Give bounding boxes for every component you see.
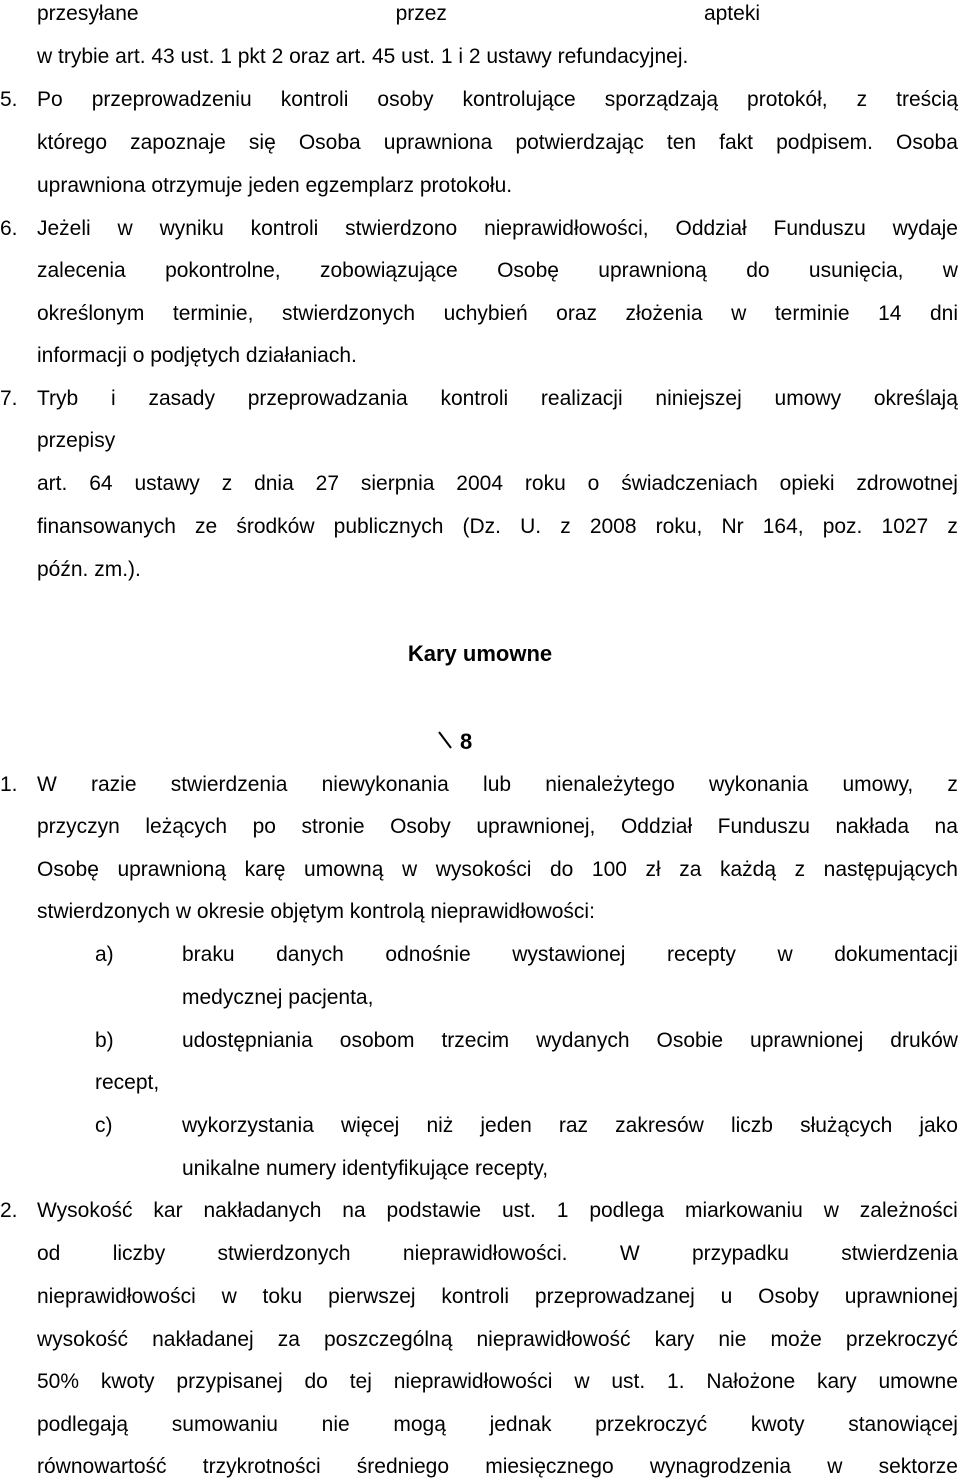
word: stanowiącej: [848, 1413, 958, 1436]
word: kary: [654, 1328, 695, 1351]
word: 100: [591, 858, 627, 881]
item-7-line-3: [37, 470, 958, 498]
par-2-line-4: [37, 1326, 958, 1354]
word: zakresów: [615, 1114, 704, 1137]
word: umowy,: [842, 773, 914, 796]
word: usunięcia,: [808, 259, 904, 282]
word: udostępniania: [182, 1029, 313, 1052]
justified-line: [37, 813, 958, 841]
word: na: [934, 815, 958, 838]
word: 14: [878, 302, 902, 325]
word: u: [720, 1285, 733, 1308]
justified-line: [37, 1453, 958, 1481]
justified-line: [182, 1112, 958, 1140]
justified-line: [37, 470, 958, 498]
item-5-line-1: [37, 86, 958, 114]
word: wydaje: [892, 217, 958, 240]
word: umowne: [878, 1370, 958, 1393]
word: zobowiązujące: [319, 259, 458, 282]
word: poszczególną: [324, 1328, 453, 1351]
par-1-line-1: [37, 771, 958, 799]
word: protokół,: [747, 88, 828, 111]
top-line-1: [37, 0, 760, 28]
word: zalecenia: [37, 259, 126, 282]
word: kwoty: [100, 1370, 155, 1393]
word: sierpnia: [360, 472, 435, 495]
word: 27: [315, 472, 339, 495]
sub-c-label: c): [95, 1114, 113, 1137]
sub-a-line-2: medycznej pacjenta,: [182, 986, 374, 1009]
word: oraz: [556, 302, 598, 325]
word: pierwszej: [328, 1285, 416, 1308]
word: którego: [37, 131, 108, 154]
word: nieprawidłowości: [393, 1370, 553, 1393]
word: środków: [236, 515, 315, 538]
sub-b-line-2: recept,: [95, 1071, 160, 1094]
justified-line: [182, 941, 958, 969]
word: stwierdzonych: [217, 1242, 351, 1265]
word: terminie: [774, 302, 850, 325]
word: terminie,: [172, 302, 254, 325]
word: przekroczyć: [845, 1328, 958, 1351]
word: pokontrolne,: [165, 259, 281, 282]
word: razie: [91, 773, 137, 796]
word: dnia: [254, 472, 294, 495]
word: art.: [37, 472, 68, 495]
word: Tryb: [37, 387, 79, 410]
item-7-line-4: [37, 513, 958, 541]
word: wystawionej: [512, 943, 626, 966]
item-6-line-1: [37, 215, 958, 243]
word: wyniku: [159, 217, 224, 240]
word: w: [221, 1285, 237, 1308]
word: sumowaniu: [171, 1413, 278, 1436]
justified-line: [37, 1197, 958, 1225]
word: 164,: [762, 515, 804, 538]
word: zapoznaje: [130, 131, 226, 154]
justified-line: [37, 215, 958, 243]
justified-line: [182, 1027, 958, 1055]
word: nie: [321, 1413, 350, 1436]
word: więcej: [340, 1114, 400, 1137]
justified-line: [37, 86, 958, 114]
word: W: [37, 773, 57, 796]
word: sporządzają: [604, 88, 718, 111]
par-1-line-2: [37, 813, 958, 841]
word: służących: [800, 1114, 893, 1137]
word: Oddział: [675, 217, 747, 240]
justified-line: [37, 257, 958, 285]
section-number: 8: [460, 729, 473, 754]
word: o: [587, 472, 600, 495]
justified-line: [37, 1368, 958, 1396]
sub-b-line-1: [182, 1027, 958, 1055]
word: wysokość: [37, 1328, 129, 1351]
word: Jeżeli: [37, 217, 91, 240]
word: kontroli: [280, 88, 349, 111]
word: jeden: [480, 1114, 532, 1137]
word: braku: [182, 943, 235, 966]
word: opieki: [779, 472, 835, 495]
word: przeprowadzanej: [534, 1285, 695, 1308]
word: stwierdzenia: [170, 773, 288, 796]
word: w: [574, 1370, 590, 1393]
word: kontroli: [250, 217, 319, 240]
word: każdą: [719, 858, 777, 881]
word: U.: [520, 515, 542, 538]
word: uchybień: [443, 302, 528, 325]
word: podlegają: [37, 1413, 129, 1436]
word: uprawnioną: [598, 259, 707, 282]
item-7-number: 7.: [0, 387, 18, 410]
word: stwierdzono: [345, 217, 458, 240]
word: wydanych: [536, 1029, 630, 1052]
word: W: [619, 1242, 640, 1265]
word: umowną: [304, 858, 384, 881]
word: osoby: [377, 88, 434, 111]
item-5-line-2: [37, 129, 958, 157]
sub-c-line-1: [182, 1112, 958, 1140]
word: lub: [483, 773, 512, 796]
word: tej: [349, 1370, 372, 1393]
word: nienależytego: [545, 773, 675, 796]
item-6-line-4: informacji o podjętych działaniach.: [37, 344, 357, 367]
word: nakładanych: [203, 1199, 322, 1222]
justified-line: [37, 1411, 958, 1439]
section-heading: Kary umowne: [407, 641, 553, 666]
par-1-line-3: [37, 856, 958, 884]
word: może: [770, 1328, 822, 1351]
item-5-line-3: uprawniona otrzymuje jeden egzemplarz protokołu.: [37, 174, 513, 197]
word: 2004: [456, 472, 504, 495]
word: nieprawidłowości.: [402, 1242, 568, 1265]
word: wysokości: [435, 858, 532, 881]
item-7-line-1: [37, 385, 958, 413]
word: publicznych: [333, 515, 444, 538]
word: toku: [262, 1285, 303, 1308]
word: określają: [873, 387, 958, 410]
word: kary: [816, 1370, 857, 1393]
word: uprawniona: [383, 131, 493, 154]
word: leżących: [145, 815, 228, 838]
word: miesięcznego: [485, 1455, 614, 1478]
word: nieprawidłowości: [37, 1285, 196, 1308]
word: nakłada: [835, 815, 909, 838]
word: zasady: [148, 387, 215, 410]
word: stronie: [301, 815, 365, 838]
word: przesyłane: [37, 2, 139, 25]
word: nie: [718, 1328, 747, 1351]
word: dokumentacji: [834, 943, 958, 966]
word: od: [37, 1242, 61, 1265]
word: ze: [195, 515, 218, 538]
word: do: [304, 1370, 328, 1393]
word: do: [746, 259, 770, 282]
word: odnośnie: [385, 943, 471, 966]
word: Osoba: [298, 131, 361, 154]
word: Po: [37, 88, 63, 111]
word: i: [111, 387, 116, 410]
word: roku: [524, 472, 566, 495]
justified-line: [37, 129, 958, 157]
word: apteki: [703, 2, 760, 25]
word: druków: [890, 1029, 958, 1052]
word: roku,: [655, 515, 703, 538]
word: uprawnioną: [117, 858, 227, 881]
word: z: [856, 88, 868, 111]
justified-line: [37, 513, 958, 541]
word: trzykrotności: [202, 1455, 321, 1478]
word: uprawnionej: [844, 1285, 958, 1308]
word: liczby: [112, 1242, 166, 1265]
par-2-line-2: [37, 1240, 958, 1268]
word: się: [248, 131, 276, 154]
word: uprawnionej,: [476, 815, 596, 838]
justified-line: [37, 1326, 958, 1354]
word: podlega: [589, 1199, 665, 1222]
par-2-line-7: [37, 1453, 958, 1481]
word: 1: [556, 1199, 569, 1222]
word: Nr: [721, 515, 744, 538]
word: zależności: [859, 1199, 958, 1222]
word: świadczeniach: [621, 472, 758, 495]
sub-b-label: b): [95, 1029, 114, 1052]
word: stwierdzenia: [841, 1242, 958, 1265]
word: Nałożone: [706, 1370, 796, 1393]
word: Funduszu: [717, 815, 810, 838]
word: jako: [919, 1114, 958, 1137]
word: z: [794, 858, 806, 881]
word: karę: [244, 858, 286, 881]
word: z: [221, 472, 233, 495]
word: mogą: [393, 1413, 446, 1436]
word: ust.: [501, 1199, 536, 1222]
par-2-number: 2.: [0, 1199, 18, 1222]
word: realizacji: [540, 387, 623, 410]
word: przyczyn: [37, 815, 120, 838]
word: Oddział: [620, 815, 693, 838]
par-2-line-5: [37, 1368, 958, 1396]
word: złożenia: [625, 302, 703, 325]
sub-c-line-2: unikalne numery identyfikujące recepty,: [182, 1157, 549, 1180]
word: Osoby: [390, 815, 451, 838]
word: podpisem.: [776, 131, 873, 154]
word: w: [823, 1199, 839, 1222]
word: potwierdzając: [515, 131, 644, 154]
word: liczb: [730, 1114, 773, 1137]
item-7-line-5: późn. zm.).: [37, 558, 141, 581]
word: 50%: [37, 1370, 80, 1393]
word: trzecim: [441, 1029, 510, 1052]
word: wykonania: [709, 773, 809, 796]
word: sektorze: [878, 1455, 958, 1478]
word: fakt: [719, 131, 754, 154]
par-1-line-4: stwierdzonych w okresie objętym kontrolą nieprawidłowości:: [37, 900, 595, 923]
word: średniego: [356, 1455, 450, 1478]
word: przypisanej: [176, 1370, 283, 1393]
word: uprawnionej: [750, 1029, 864, 1052]
word: treścią: [896, 88, 958, 111]
word: raz: [558, 1114, 589, 1137]
word: stwierdzonych: [281, 302, 416, 325]
par-2-line-3: [37, 1283, 958, 1311]
word: kontroli: [441, 1285, 510, 1308]
word: finansowanych: [37, 515, 176, 538]
par-2-line-1: [37, 1197, 958, 1225]
word: przeprowadzeniu: [91, 88, 252, 111]
word: niż: [426, 1114, 454, 1137]
word: z: [560, 515, 571, 538]
word: przeprowadzania: [247, 387, 408, 410]
word: ten: [666, 131, 697, 154]
word: miarkowaniu: [684, 1199, 803, 1222]
word: do: [549, 858, 574, 881]
word: na: [342, 1199, 366, 1222]
word: Funduszu: [773, 217, 866, 240]
word: następujących: [823, 858, 958, 881]
item-7-line-2: przepisy: [37, 429, 116, 452]
word: dni: [929, 302, 958, 325]
word: (Dz.: [462, 515, 501, 538]
word: z: [947, 773, 958, 796]
word: niewykonania: [321, 773, 449, 796]
word: kontrolujące: [462, 88, 576, 111]
word: z: [947, 515, 958, 538]
word: 1.: [667, 1370, 685, 1393]
word: ustawy: [134, 472, 200, 495]
word: za: [679, 858, 702, 881]
top-line-2: w trybie art. 43 ust. 1 pkt 2 oraz art. 45 ust. 1 i 2 ustawy refundacyjnej.: [37, 45, 689, 68]
item-6-line-3: [37, 300, 958, 328]
word: nieprawidłowość: [476, 1328, 631, 1351]
word: danych: [276, 943, 344, 966]
justified-line: [37, 385, 958, 413]
word: Osoby: [758, 1285, 819, 1308]
sub-a-label: a): [95, 943, 114, 966]
word: 64: [89, 472, 113, 495]
word: w: [827, 1455, 843, 1478]
word: umowy: [774, 387, 842, 410]
section-sign-icon: [437, 730, 455, 750]
word: zdrowotnej: [856, 472, 958, 495]
word: Osobie: [656, 1029, 724, 1052]
word: w: [401, 858, 418, 881]
word: jednak: [489, 1413, 552, 1436]
word: w: [117, 217, 133, 240]
word: kar: [153, 1199, 183, 1222]
justified-line: [37, 856, 958, 884]
justified-line: [37, 1240, 958, 1268]
justified-line: [37, 0, 760, 28]
word: poz.: [822, 515, 863, 538]
word: recepty: [667, 943, 736, 966]
word: przekroczyć: [595, 1413, 708, 1436]
word: Osobę: [497, 259, 559, 282]
item-6-number: 6.: [0, 217, 18, 240]
word: wykorzystania: [182, 1114, 314, 1137]
word: 2008: [589, 515, 637, 538]
sub-a-line-1: [182, 941, 958, 969]
justified-line: [37, 300, 958, 328]
word: po: [252, 815, 276, 838]
word: kontroli: [440, 387, 509, 410]
word: Osobę: [37, 858, 99, 881]
word: wynagrodzenia: [649, 1455, 792, 1478]
justified-line: [37, 1283, 958, 1311]
word: Wysokość: [37, 1199, 133, 1222]
word: za: [277, 1328, 300, 1351]
word: w: [942, 259, 958, 282]
word: Osoba: [896, 131, 958, 154]
word: przypadku: [691, 1242, 789, 1265]
word: ust.: [611, 1370, 646, 1393]
word: nakładanej: [152, 1328, 254, 1351]
word: niniejszej: [655, 387, 742, 410]
word: osobom: [339, 1029, 415, 1052]
word: kwoty: [750, 1413, 805, 1436]
word: równowartość: [37, 1455, 167, 1478]
word: w: [777, 943, 793, 966]
word: w: [731, 302, 747, 325]
justified-line: [37, 771, 958, 799]
item-5-number: 5.: [0, 88, 18, 111]
word: przez: [395, 2, 447, 25]
word: nieprawidłowości,: [484, 217, 649, 240]
item-6-line-2: [37, 257, 958, 285]
word: podstawie: [386, 1199, 482, 1222]
word: 1027: [881, 515, 929, 538]
word: określonym: [37, 302, 145, 325]
par-1-number: 1.: [0, 773, 18, 796]
word: zł: [645, 858, 661, 881]
par-2-line-6: [37, 1411, 958, 1439]
